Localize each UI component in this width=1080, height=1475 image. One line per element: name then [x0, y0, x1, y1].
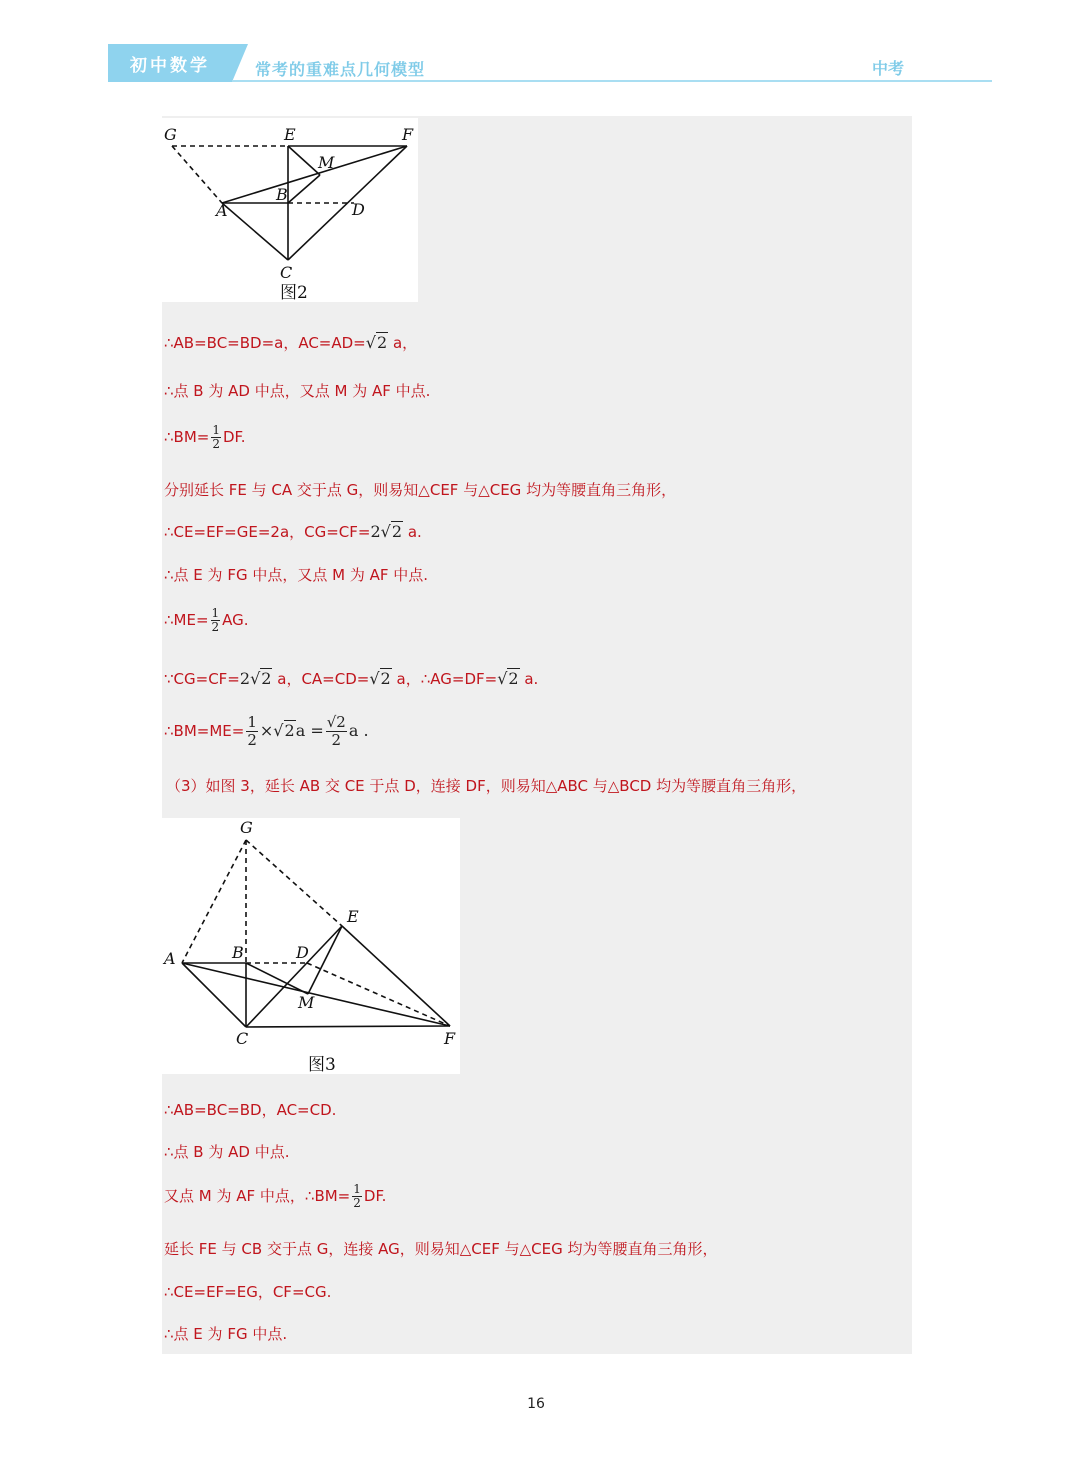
- fig3-label-M: M: [298, 993, 315, 1012]
- fig2-label-M: M: [318, 153, 335, 172]
- fig3-line-CE: [246, 926, 342, 1027]
- fig3-line-CF: [246, 1026, 450, 1027]
- line-8: ∵CG=CF=2√2 a，CA=CD=√2 a，∴AG=DF=√2 a.: [164, 669, 539, 688]
- fig2-line-GA: [172, 146, 222, 203]
- fig2-label-E: E: [284, 125, 296, 144]
- fig2-line-EM: [288, 146, 320, 175]
- fig3-label-F: F: [444, 1029, 456, 1048]
- fig3-line-GE: [246, 840, 342, 926]
- fig3-line-DF: [307, 963, 450, 1026]
- line-16: ∴点 E 为 FG 中点.: [164, 1325, 288, 1343]
- fig2-caption: 图2: [280, 283, 308, 302]
- figure-3: [162, 818, 460, 1074]
- fig2-line-AF: [222, 146, 407, 203]
- fig3-label-A: A: [164, 949, 176, 968]
- fig3-line-AC: [182, 963, 246, 1027]
- header-tab: 初中数学: [108, 44, 232, 82]
- fig3-line-AF: [182, 963, 450, 1026]
- line-10: （3）如图 3，延长 AB 交 CE 于点 D，连接 DF，则易知△ABC 与△BCD 均为等腰直角三角形，: [166, 777, 807, 795]
- figure-2-diagram: [162, 118, 418, 302]
- fig2-label-B: B: [276, 185, 288, 204]
- figure-2: [162, 118, 418, 302]
- header-title: 常考的重难点几何模型: [255, 60, 426, 79]
- line-12: ∴点 B 为 AD 中点.: [164, 1143, 290, 1161]
- fig3-label-D: D: [296, 943, 309, 962]
- header-divider: [232, 80, 992, 82]
- line-1: ∴AB=BC=BD=a，AC=AD=√2 a，: [164, 333, 418, 352]
- fig3-caption: 图3: [308, 1055, 336, 1074]
- header-right-label: 中考: [872, 59, 905, 78]
- line-14: 延长 FE 与 CB 交于点 G，连接 AG，则易知△CEF 与△CEG 均为等腰直角三角形，: [164, 1240, 718, 1258]
- fig2-label-A: A: [216, 201, 228, 220]
- line-13: 又点 M 为 AF 中点，∴BM= $\frac{1}{2}$ DF.: [164, 1182, 387, 1210]
- fig3-label-E: E: [347, 907, 359, 926]
- fig2-line-AC: [222, 203, 288, 260]
- line-6: ∴点 E 为 FG 中点，又点 M 为 AF 中点.: [164, 566, 429, 584]
- figure-3-diagram: [162, 818, 460, 1074]
- fig2-label-G: G: [164, 125, 177, 144]
- line-15: ∴CE=EF=EG，CF=CG.: [164, 1283, 332, 1301]
- line-4: 分别延长 FE 与 CA 交于点 G，则易知△CEF 与△CEG 均为等腰直角三角形，: [164, 481, 677, 499]
- fig3-line-BM: [246, 963, 308, 994]
- fig3-label-B: B: [232, 943, 244, 962]
- line-5: ∴CE=EF=GE=2a，CG=CF=2√2 a.: [164, 522, 422, 541]
- fig3-label-C: C: [236, 1029, 249, 1048]
- fig2-label-D: D: [352, 200, 365, 219]
- page-number: 16: [527, 1396, 545, 1412]
- line-7: ∴ME= $\frac{1}{2}$ AG.: [164, 606, 249, 634]
- line-2: ∴点 B 为 AD 中点，又点 M 为 AF 中点.: [164, 382, 431, 400]
- line-3: ∴BM= $\frac{1}{2}$ DF.: [164, 423, 246, 451]
- fig3-line-ME: [308, 926, 342, 994]
- line-11: ∴AB=BC=BD，AC=CD.: [164, 1101, 337, 1119]
- line-9: ∴BM=ME= $\frac{1}{2}$ ×√2a = $\frac{√2}{2}$ a .: [164, 713, 369, 749]
- fig3-line-EF: [342, 926, 450, 1026]
- fig2-label-F: F: [402, 125, 414, 144]
- fig3-label-G: G: [240, 818, 253, 837]
- fig2-line-BM: [288, 175, 320, 203]
- fig2-label-C: C: [280, 263, 293, 282]
